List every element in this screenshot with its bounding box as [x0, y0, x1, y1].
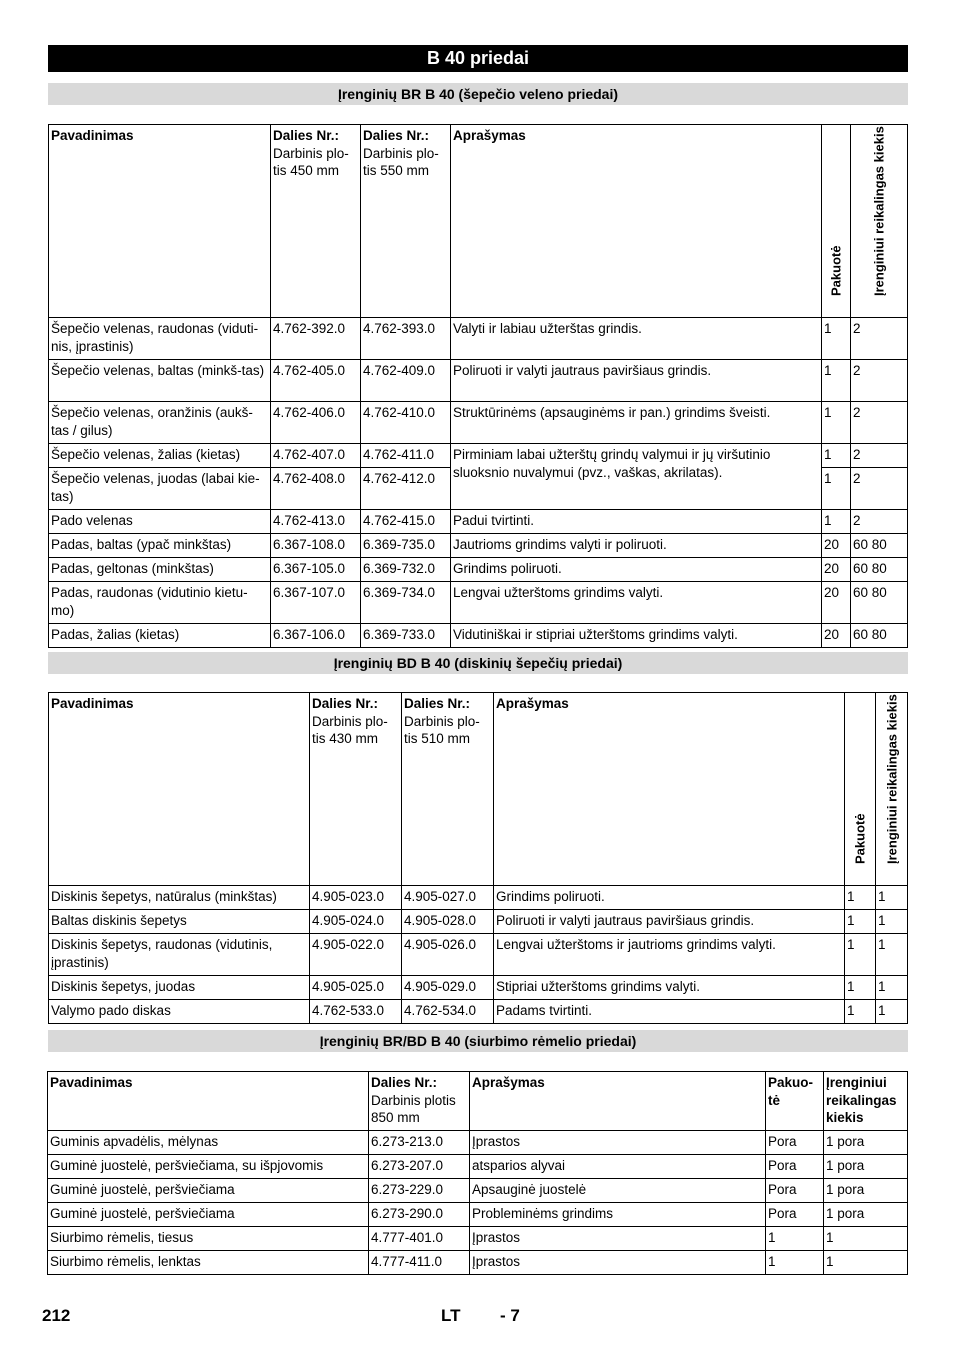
cell-pack: 1 — [845, 910, 876, 934]
cell-pack: Pora — [766, 1203, 824, 1227]
cell-qty: 1 — [824, 1227, 908, 1251]
cell-desc: Struktūrinėms (apsauginėms ir pan.) grindims šveisti. — [451, 402, 822, 444]
cell-qty: 2 — [851, 402, 908, 444]
cell-part2: 4.905-027.0 — [402, 886, 494, 910]
cell-qty: 1 — [824, 1251, 908, 1275]
section-heading-br: Įrenginių BR B 40 (šepečio veleno priedai) — [48, 83, 908, 105]
cell-name: Pado velenas — [49, 510, 271, 534]
cell-part1: 4.762-413.0 — [271, 510, 361, 534]
col-header-desc: Aprašymas — [470, 1072, 766, 1131]
table-row — [49, 934, 908, 976]
cell-part1: 6.367-105.0 — [271, 558, 361, 582]
cell-qty: 60 80 — [851, 558, 908, 582]
col-header-pack: Pakuo-tė — [766, 1072, 824, 1131]
cell-part1: 4.762-392.0 — [271, 318, 361, 360]
cell-part1: 4.762-407.0 — [271, 444, 361, 468]
table-row — [48, 1251, 908, 1275]
table-header-row — [48, 1072, 908, 1131]
cell-qty: 60 80 — [851, 582, 908, 624]
table-row — [48, 1227, 908, 1251]
table-header-row — [49, 693, 908, 886]
table-row — [49, 318, 908, 360]
cell-qty: 2 — [851, 510, 908, 534]
cell-desc: Padams tvirtinti. — [494, 1000, 845, 1024]
language-code: LT — [441, 1306, 461, 1325]
cell-part2: 4.762-412.0 — [361, 468, 451, 510]
cell-qty: 1 — [876, 976, 908, 1000]
cell-desc: Lengvai užterštoms ir jautrioms grindims valyti. — [494, 934, 845, 976]
table-row — [49, 402, 908, 444]
table-row — [49, 1000, 908, 1024]
col-header-name: Pavadinimas — [49, 125, 271, 318]
cell-desc: Lengvai užterštoms grindims valyti. — [451, 582, 822, 624]
cell-qty: 1 — [876, 1000, 908, 1024]
cell-desc: atsparios alyvai — [470, 1155, 766, 1179]
cell-desc: Įprastos — [470, 1251, 766, 1275]
cell-name: Diskinis šepetys, juodas — [49, 976, 310, 1000]
cell-desc: Įprastos — [470, 1227, 766, 1251]
cell-part1: 6.367-108.0 — [271, 534, 361, 558]
table-row — [48, 1203, 908, 1227]
cell-desc: Probleminėms grindims — [470, 1203, 766, 1227]
cell-qty: 2 — [851, 444, 908, 468]
col-header-part1: Dalies Nr.: Darbinis plotis 850 mm — [369, 1072, 470, 1131]
col-header-part2: Dalies Nr.: Darbinis plo-tis 510 mm — [402, 693, 494, 886]
col-header-pack: Pakuotė — [822, 125, 851, 318]
sub-page-number: - 7 — [500, 1306, 520, 1325]
col-header-qty: Įrenginiui reikalingas kiekis — [851, 125, 908, 318]
cell-name: Guminė juostelė, peršviečiama — [48, 1179, 369, 1203]
table-br-brush-roller — [48, 124, 908, 648]
cell-name: Šepečio velenas, žalias (kietas) — [49, 444, 271, 468]
table-row — [49, 360, 908, 402]
cell-qty: 1 — [876, 886, 908, 910]
cell-pack: 1 — [845, 1000, 876, 1024]
table-squeegee — [47, 1071, 908, 1275]
table-row — [49, 582, 908, 624]
cell-desc: Grindims poliruoti. — [494, 886, 845, 910]
cell-part2: 4.762-411.0 — [361, 444, 451, 468]
cell-name: Padas, geltonas (minkštas) — [49, 558, 271, 582]
cell-part1: 6.273-229.0 — [369, 1179, 470, 1203]
cell-pack: 20 — [822, 534, 851, 558]
cell-qty: 2 — [851, 360, 908, 402]
cell-qty: 1 pora — [824, 1155, 908, 1179]
cell-pack: 1 — [822, 402, 851, 444]
cell-part1: 4.905-025.0 — [310, 976, 402, 1000]
table-row — [48, 1155, 908, 1179]
cell-part2: 4.762-409.0 — [361, 360, 451, 402]
cell-part1: 6.273-290.0 — [369, 1203, 470, 1227]
cell-name: Baltas diskinis šepetys — [49, 910, 310, 934]
cell-pack: Pora — [766, 1179, 824, 1203]
col-header-name: Pavadinimas — [49, 693, 310, 886]
cell-desc: Pirminiam labai užterštų grindų valymui ir jų viršutinio sluoksnio nuvalymui (pvz., vaškas, akrilatas). — [451, 444, 822, 510]
page-number: 212 — [42, 1306, 71, 1325]
cell-pack: 20 — [822, 624, 851, 648]
cell-qty: 1 pora — [824, 1203, 908, 1227]
cell-part2: 4.905-026.0 — [402, 934, 494, 976]
cell-qty: 1 pora — [824, 1131, 908, 1155]
cell-part2: 6.369-735.0 — [361, 534, 451, 558]
cell-part1: 4.777-401.0 — [369, 1227, 470, 1251]
cell-pack: 1 — [822, 318, 851, 360]
col-header-pack: Pakuotė — [845, 693, 876, 886]
cell-part2: 4.762-534.0 — [402, 1000, 494, 1024]
cell-qty: 60 80 — [851, 624, 908, 648]
table-row — [48, 1179, 908, 1203]
table-bd-disc-brush — [48, 692, 908, 1024]
section-heading-bd: Įrenginių BD B 40 (diskinių šepečių priedai) — [48, 652, 908, 674]
col-header-name: Pavadinimas — [48, 1072, 369, 1131]
col-header-part2: Dalies Nr.: Darbinis plo-tis 550 mm — [361, 125, 451, 318]
cell-name: Šepečio velenas, oranžinis (aukš-tas / gilus) — [49, 402, 271, 444]
cell-desc: Vidutiniškai ir stipriai užterštoms grindims valyti. — [451, 624, 822, 648]
cell-name: Diskinis šepetys, natūralus (minkštas) — [49, 886, 310, 910]
table-row — [49, 886, 908, 910]
cell-pack: 1 — [845, 886, 876, 910]
cell-desc: Jautrioms grindims valyti ir poliruoti. — [451, 534, 822, 558]
cell-part1: 6.273-207.0 — [369, 1155, 470, 1179]
cell-part2: 6.369-733.0 — [361, 624, 451, 648]
cell-desc: Poliruoti ir valyti jautraus paviršiaus grindis. — [451, 360, 822, 402]
cell-part2: 4.762-410.0 — [361, 402, 451, 444]
table-row — [49, 976, 908, 1000]
cell-pack: 1 — [766, 1251, 824, 1275]
cell-pack: 1 — [822, 510, 851, 534]
table-row — [49, 534, 908, 558]
cell-qty: 2 — [851, 468, 908, 510]
cell-name: Siurbimo rėmelis, tiesus — [48, 1227, 369, 1251]
cell-part1: 4.905-023.0 — [310, 886, 402, 910]
cell-part1: 4.777-411.0 — [369, 1251, 470, 1275]
cell-part2: 6.369-734.0 — [361, 582, 451, 624]
cell-name: Guminė juostelė, peršviečiama, su išpjovomis — [48, 1155, 369, 1179]
cell-name: Šepečio velenas, raudonas (viduti-nis, įprastinis) — [49, 318, 271, 360]
cell-desc: Stipriai užterštoms grindims valyti. — [494, 976, 845, 1000]
table-row — [49, 624, 908, 648]
cell-qty: 60 80 — [851, 534, 908, 558]
col-header-qty: Įrenginiui reikalingas kiekis — [824, 1072, 908, 1131]
cell-pack: 20 — [822, 558, 851, 582]
cell-qty: 2 — [851, 318, 908, 360]
cell-name: Padas, raudonas (vidutinio kietu-mo) — [49, 582, 271, 624]
cell-part1: 4.762-406.0 — [271, 402, 361, 444]
cell-desc: Įprastos — [470, 1131, 766, 1155]
table-row — [48, 1131, 908, 1155]
cell-part1: 6.367-106.0 — [271, 624, 361, 648]
cell-desc: Poliruoti ir valyti jautraus paviršiaus grindis. — [494, 910, 845, 934]
cell-part1: 4.762-533.0 — [310, 1000, 402, 1024]
cell-name: Padas, baltas (ypač minkštas) — [49, 534, 271, 558]
cell-pack: 1 — [822, 360, 851, 402]
cell-qty: 1 — [876, 910, 908, 934]
cell-name: Padas, žalias (kietas) — [49, 624, 271, 648]
cell-part1: 4.905-022.0 — [310, 934, 402, 976]
table-row — [49, 910, 908, 934]
table-row — [49, 444, 908, 468]
cell-qty: 1 pora — [824, 1179, 908, 1203]
col-header-part1: Dalies Nr.: Darbinis plo-tis 430 mm — [310, 693, 402, 886]
cell-pack: Pora — [766, 1155, 824, 1179]
section-heading-squeegee: Įrenginių BR/BD B 40 (siurbimo rėmelio priedai) — [48, 1030, 908, 1052]
cell-pack: 20 — [822, 582, 851, 624]
cell-name: Guminis apvadėlis, mėlynas — [48, 1131, 369, 1155]
col-header-qty: Įrenginiui reikalingas kiekis — [876, 693, 908, 886]
col-header-desc: Aprašymas — [451, 125, 822, 318]
cell-part1: 4.762-408.0 — [271, 468, 361, 510]
cell-pack: Pora — [766, 1131, 824, 1155]
cell-part2: 4.762-415.0 — [361, 510, 451, 534]
cell-name: Siurbimo rėmelis, lenktas — [48, 1251, 369, 1275]
table-header-row — [49, 125, 908, 318]
cell-desc: Valyti ir labiau užterštas grindis. — [451, 318, 822, 360]
cell-part1: 4.905-024.0 — [310, 910, 402, 934]
cell-pack: 1 — [766, 1227, 824, 1251]
col-header-part1: Dalies Nr.: Darbinis plo-tis 450 mm — [271, 125, 361, 318]
cell-desc: Padui tvirtinti. — [451, 510, 822, 534]
cell-name: Valymo pado diskas — [49, 1000, 310, 1024]
cell-qty: 1 — [876, 934, 908, 976]
cell-part2: 4.905-029.0 — [402, 976, 494, 1000]
cell-name: Diskinis šepetys, raudonas (vidutinis, įprastinis) — [49, 934, 310, 976]
page-title: B 40 priedai — [48, 45, 908, 72]
cell-name: Šepečio velenas, baltas (minkš-tas) — [49, 360, 271, 402]
col-header-desc: Aprašymas — [494, 693, 845, 886]
cell-desc: Apsauginė juostelė — [470, 1179, 766, 1203]
cell-part1: 4.762-405.0 — [271, 360, 361, 402]
cell-pack: 1 — [822, 444, 851, 468]
cell-part2: 4.762-393.0 — [361, 318, 451, 360]
cell-pack: 1 — [845, 976, 876, 1000]
cell-pack: 1 — [822, 468, 851, 510]
cell-name: Šepečio velenas, juodas (labai kie-tas) — [49, 468, 271, 510]
cell-pack: 1 — [845, 934, 876, 976]
cell-desc: Grindims poliruoti. — [451, 558, 822, 582]
cell-part2: 6.369-732.0 — [361, 558, 451, 582]
cell-part2: 4.905-028.0 — [402, 910, 494, 934]
table-row — [49, 510, 908, 534]
cell-part1: 6.273-213.0 — [369, 1131, 470, 1155]
table-row — [49, 558, 908, 582]
cell-name: Guminė juostelė, peršviečiama — [48, 1203, 369, 1227]
cell-part1: 6.367-107.0 — [271, 582, 361, 624]
